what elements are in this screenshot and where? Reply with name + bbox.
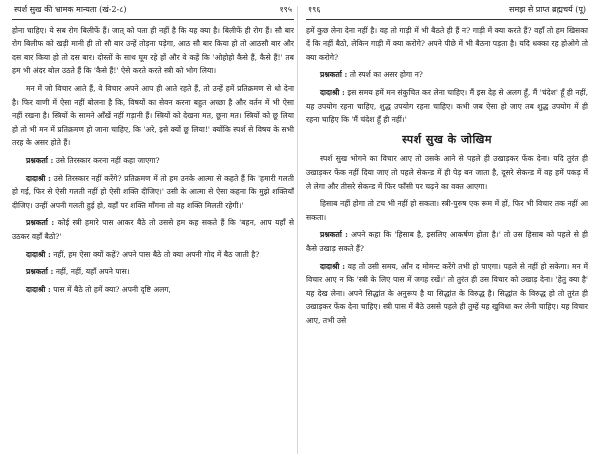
right-header-title: समझ से प्राप्त ब्रह्मचर्य (पू) <box>509 5 586 14</box>
left-header-title: स्पर्श सुख की भ्रामक मान्यता (खं-2-८) <box>14 5 127 14</box>
paragraph <box>12 82 294 150</box>
paragraph-text: इस समय हमें मन संकुचित कर लेना चाहिए। मैं इस देह से अलग हूँ, मैं 'चंदेश' हूँ ही नहीं, यह उपयोग रहना चाहिए, शुद्ध उपयोग रहना चाहिए। कभी जब ऐसा हो जाए तब शुद्ध उपयोग में ही रहना चाहिए कि 'मैं चंदेश हूँ ही नहीं।' <box>306 87 588 125</box>
speaker-label: दादाश्री : <box>320 261 346 271</box>
paragraph <box>306 260 588 328</box>
right-page-body-top <box>306 24 588 127</box>
paragraph-text: तो स्पर्श का असर होगा न? <box>349 70 423 80</box>
left-page <box>12 0 294 460</box>
paragraph <box>306 86 588 127</box>
paragraph <box>306 24 588 65</box>
paragraph <box>12 283 294 297</box>
paragraph <box>12 265 294 279</box>
speaker-label: प्रश्नकर्ता : <box>26 155 54 165</box>
paragraph <box>12 248 294 262</box>
paragraph <box>12 172 294 213</box>
paragraph-text: कोई स्त्री हमारे पास आकर बैठे तो उससे हम कह सकते हैं कि 'बहन, आप यहाँ से उठकर वहाँ बैठो?' <box>12 218 294 241</box>
speaker-label: दादाश्री : <box>26 173 51 183</box>
paragraph-text: नहीं, नहीं, यहाँ अपने पास। <box>55 267 130 277</box>
speaker-label: दादाश्री : <box>320 87 345 97</box>
paragraph <box>12 216 294 243</box>
page-gutter <box>297 6 298 454</box>
paragraph <box>306 228 588 255</box>
speaker-label: प्रश्नकर्ता : <box>26 218 55 228</box>
speaker-label: दादाश्री : <box>26 249 51 259</box>
speaker-label: दादाश्री : <box>26 284 51 294</box>
left-page-body <box>12 24 294 297</box>
paragraph-text: उसे तिरस्कार नहीं करेंगे? प्रतिक्रमण में तो हम उनके आत्मा से कहते हैं कि 'हमारी गलती हो गई, फिर से ऐसी गलती नहीं हो ऐसी शक्ति दीजिए।' उसी के आत्मा से ऐसा कहना कि मुझे शक्तियाँ दीजिए। उन्हीं अपनी गलती हुई हो, वहाँ पर शक्ति माँगना तो वह शक्ति मिलती रहेगी।' <box>12 173 294 210</box>
speaker-label: प्रश्नकर्ता : <box>320 230 348 240</box>
paragraph <box>306 68 588 82</box>
paragraph-text: पास में बैठे तो हमें क्या? अपनी दृष्टि अलग, <box>53 284 171 294</box>
paragraph-text: वह तो उसी समय, आँन द मोमन्ट करेंगे तभी हो पाएगा। पहले से नहीं हो सकेगा। मन में विचार आए न कि 'स्त्री के लिए पास में जगह रखें।' तो तुरंत ही उस विचार को उखाड़ देना। 'हेतु क्या है' यह देख लेना। अपने सिद्धांत के अनुरूप है या सिद्धांत के विरुद्ध है। सिद्धांत के विरुद्ध हो तो तुरंत ही उखाड़कर फेंक देना चाहिए। स्त्री पास में बैठे उससे पहले ही तुम्हें यह खुविधा कर लेनी चाहिए। यह विचार आए, तभी उसे <box>306 261 588 325</box>
right-page-body-bottom <box>306 152 588 327</box>
right-page <box>306 0 588 460</box>
paragraph <box>12 24 294 78</box>
right-page-number: १९६ <box>308 5 321 14</box>
left-page-number: १९५ <box>279 5 292 14</box>
paragraph <box>306 152 588 193</box>
paragraph-text: हिसाब नहीं होगा तो टच भी नहीं हो सकता। स्त्री-पुरुष एक रूम में हों, फिर भी विचार तक नहीं आ सकता। <box>306 199 588 222</box>
paragraph-text: मन में जो विचार आते हैं, वे विचार अपने आप ही आते रहते हैं, तो उन्हें हमें प्रतिक्रमण से धो देना है। फिर वाणी में ऐसा नहीं बोलना है कि, विषयों का सेवन करना बहुत अच्छा है और वर्तन में भी ऐसा नहीं रखना है। स्त्रियों के सामने आँखें नहीं गड़ानी हैं। स्त्रियों को देखना मत, छूना मत। स्त्रियों को छू लिया हो तो भी मन में प्रतिक्रमण हो जाना चाहिए, कि 'अरे, इसे क्यों छू लिया!' क्योंकि स्पर्श से विषय के सभी तरह के असर होते हैं। <box>12 83 294 148</box>
speaker-label: प्रश्नकर्ता : <box>26 267 54 277</box>
paragraph-text: नहीं, हम ऐसा क्यों कहें? अपने पास बैठे तो क्या अपनी गोद में बैठ जाती है? <box>53 249 260 259</box>
paragraph-text: उसे तिरस्कार करना नहीं कहा जाएगा? <box>55 155 160 165</box>
speaker-label: प्रश्नकर्ता : <box>320 70 348 80</box>
paragraph-text: स्पर्श सुख भोगने का विचार आए तो उसके आने से पहले ही उखाड़कर फेंक देना। यदि तुरंत ही उखाड़कर फेंक नहीं दिया जाए तो पहले सेकन्ड में ही पेड़ बन जाता है, दूसरे सेकन्ड में वह हमें पकड़ में ले लेगा और तीसरे सेकन्ड में फिर फाँसी पर चढ़ने का वक्त आएगा। <box>306 154 588 191</box>
paragraph-text: होना चाहिए। ये सब रोग बिलीफें हैं। जात् को पता ही नहीं है कि यह क्या है। बिलीफें ही रोग हैं। सौ बार रोग बिलीफ को खड़ी मानी ही तो सौ बार उन्हें तोड़ना पड़ेगा, आठ सौ बार किया हो तो आठसौ बार और दस बार किया हो तो दस बार। दोस्तों के साथ घूम रहे हों और वे कहें कि 'ओहोहो कैसे हैं, कैसे हैं!' तब हम भी अंदर बोल उठते हैं कि 'कैसे हैं!' ऐसे करते करते स्त्री को भोग लिया। <box>12 25 294 76</box>
paragraph-text: हमें कुछ लेना देना नहीं है। वह तो गाड़ी में भी बैठते ही हैं न? गाड़ी में क्या करते हैं? वहाँ तो हम खिसका दें कि नहीं बैठो, लेकिन गाड़ी में क्या करोगे? अपने पीछे में भी बैठना पड़ता है। यदि धक्‍का रह होओगे तो क्या करोगे? <box>306 25 588 62</box>
section-heading: स्पर्श सुख के जोखिम <box>402 132 492 146</box>
paragraph <box>12 154 294 168</box>
paragraph <box>306 197 588 224</box>
paragraph-text: अपने कहा कि 'हिसाब है, इसलिए आकर्षण होता है।' तो उस हिसाब को पहले से ही कैसे उखाड़ सकते हैं? <box>306 230 588 253</box>
left-page-header <box>12 0 294 20</box>
right-page-header <box>306 0 588 20</box>
